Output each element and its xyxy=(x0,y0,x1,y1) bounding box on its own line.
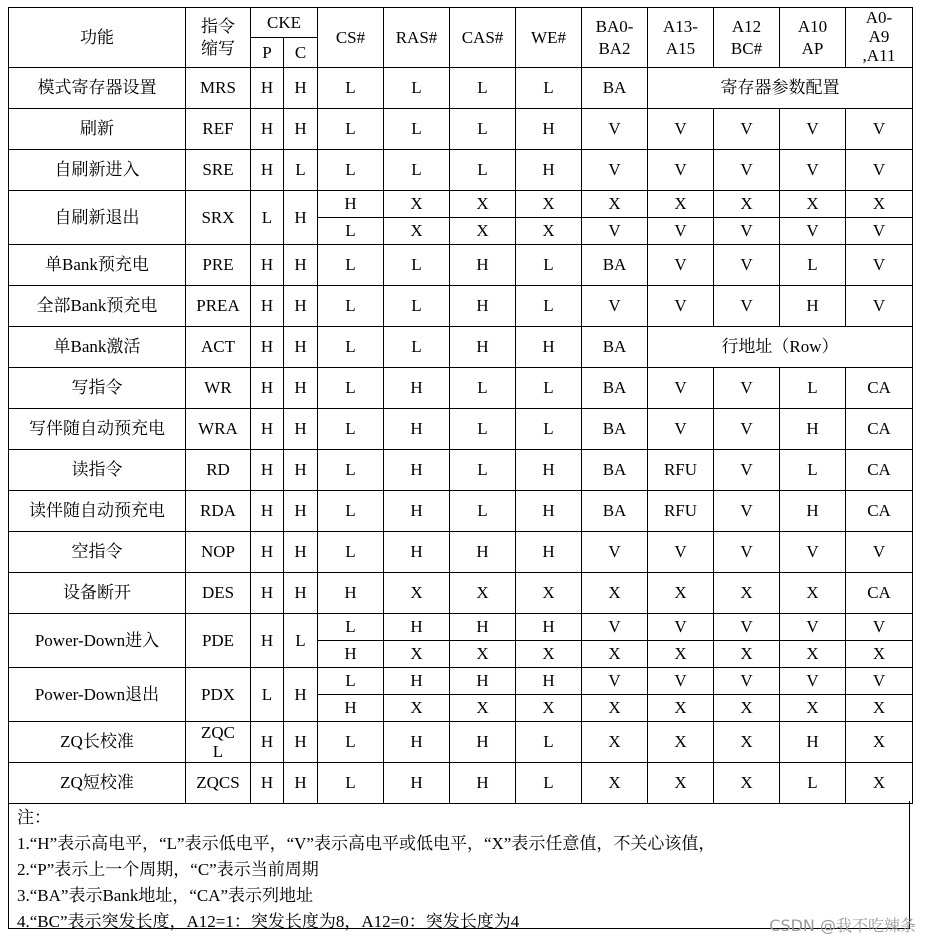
signal-cell: RFU xyxy=(648,491,714,532)
note-line: 2.“P”表示上一个周期，“C”表示当前周期 xyxy=(17,860,319,879)
command-abbr: RDA xyxy=(186,491,251,532)
signal-cell: X xyxy=(450,641,516,668)
cke-p: H xyxy=(251,722,284,763)
signal-cell: X xyxy=(846,722,913,763)
signal-cell: X xyxy=(714,573,780,614)
signal-cell: H xyxy=(780,491,846,532)
signal-cell: V xyxy=(648,218,714,245)
table-row xyxy=(9,614,913,641)
signal-cell: L xyxy=(516,763,582,804)
signal-cell: CA xyxy=(846,409,913,450)
signal-cell: X xyxy=(780,641,846,668)
signal-cell: L xyxy=(318,668,384,695)
table-row xyxy=(9,532,913,573)
cke-p: H xyxy=(251,327,284,368)
signal-cell: V xyxy=(714,109,780,150)
signal-cell: V xyxy=(648,109,714,150)
signal-cell: L xyxy=(780,763,846,804)
header-col: CS# xyxy=(318,8,384,68)
cke-p: L xyxy=(251,668,284,722)
signal-cell: V xyxy=(714,532,780,573)
command-abbr: SRE xyxy=(186,150,251,191)
signal-cell: H xyxy=(450,614,516,641)
table-row xyxy=(9,150,913,191)
signal-cell: H xyxy=(450,763,516,804)
signal-cell: X xyxy=(516,641,582,668)
table-row xyxy=(9,286,913,327)
signal-cell: V xyxy=(846,668,913,695)
table-row xyxy=(9,109,913,150)
signal-cell: BA xyxy=(582,245,648,286)
command-name: Power-Down进入 xyxy=(9,614,186,668)
signal-cell: X xyxy=(384,218,450,245)
signal-cell: L xyxy=(384,150,450,191)
signal-cell: L xyxy=(318,368,384,409)
signal-cell: L xyxy=(780,368,846,409)
signal-cell: V xyxy=(780,532,846,573)
signal-cell: H xyxy=(516,109,582,150)
cke-p: H xyxy=(251,763,284,804)
signal-cell: L xyxy=(318,491,384,532)
signal-cell: X xyxy=(780,573,846,614)
command-abbr: SRX xyxy=(186,191,251,245)
signal-cell: H xyxy=(516,614,582,641)
command-name: 刷新 xyxy=(9,109,186,150)
header-cke: CKE xyxy=(251,8,318,38)
signal-cell: H xyxy=(450,722,516,763)
header-col: BA0- BA2 xyxy=(582,8,648,68)
signal-cell: X xyxy=(714,695,780,722)
signal-cell: X xyxy=(384,641,450,668)
header-col: CAS# xyxy=(450,8,516,68)
signal-cell: L xyxy=(450,450,516,491)
signal-cell: L xyxy=(384,68,450,109)
cke-p: H xyxy=(251,450,284,491)
signal-cell: X xyxy=(582,573,648,614)
notes xyxy=(8,801,910,929)
signal-cell: V xyxy=(846,286,913,327)
signal-cell: L xyxy=(318,150,384,191)
signal-cell: V xyxy=(582,109,648,150)
header-col: A10 AP xyxy=(780,8,846,68)
header-col: RAS# xyxy=(384,8,450,68)
command-name: 自刷新退出 xyxy=(9,191,186,245)
signal-cell: V xyxy=(846,614,913,641)
command-name: 单Bank激活 xyxy=(9,327,186,368)
header-cke-c: C xyxy=(284,38,318,68)
signal-cell: L xyxy=(516,286,582,327)
merged-address-cell: 寄存器参数配置 xyxy=(648,68,913,109)
signal-cell: X xyxy=(846,191,913,218)
signal-cell: H xyxy=(318,573,384,614)
command-name: 全部Bank预充电 xyxy=(9,286,186,327)
header-cke-p: P xyxy=(251,38,284,68)
signal-cell: CA xyxy=(846,573,913,614)
signal-cell: L xyxy=(318,327,384,368)
table-row xyxy=(9,668,913,695)
signal-cell: L xyxy=(450,409,516,450)
signal-cell: X xyxy=(648,641,714,668)
signal-cell: RFU xyxy=(648,450,714,491)
signal-cell: V xyxy=(780,109,846,150)
command-name: ZQ长校准 xyxy=(9,722,186,763)
command-abbr: NOP xyxy=(186,532,251,573)
command-abbr: WRA xyxy=(186,409,251,450)
signal-cell: L xyxy=(450,150,516,191)
signal-cell: L xyxy=(780,245,846,286)
signal-cell: H xyxy=(780,409,846,450)
signal-cell: X xyxy=(450,218,516,245)
signal-cell: BA xyxy=(582,68,648,109)
signal-cell: H xyxy=(450,286,516,327)
signal-cell: X xyxy=(384,573,450,614)
signal-cell: H xyxy=(516,491,582,532)
signal-cell: V xyxy=(648,286,714,327)
signal-cell: X xyxy=(714,722,780,763)
signal-cell: L xyxy=(516,68,582,109)
signal-cell: V xyxy=(714,150,780,191)
command-name: ZQ短校准 xyxy=(9,763,186,804)
signal-cell: H xyxy=(384,532,450,573)
signal-cell: V xyxy=(648,150,714,191)
signal-cell: X xyxy=(384,191,450,218)
signal-cell: V xyxy=(780,668,846,695)
note-line: 1.“H”表示高电平，“L”表示低电平，“V”表示高电平或低电平，“X”表示任意值，不关心该值， xyxy=(17,834,716,853)
signal-cell: L xyxy=(318,409,384,450)
command-name: 模式寄存器设置 xyxy=(9,68,186,109)
signal-cell: X xyxy=(516,218,582,245)
command-name: 空指令 xyxy=(9,532,186,573)
command-abbr: PDX xyxy=(186,668,251,722)
signal-cell: H xyxy=(384,491,450,532)
signal-cell: X xyxy=(648,722,714,763)
cke-c: H xyxy=(284,245,318,286)
cke-p: H xyxy=(251,532,284,573)
table-row xyxy=(9,409,913,450)
cke-c: H xyxy=(284,668,318,722)
table-row xyxy=(9,573,913,614)
signal-cell: H xyxy=(450,668,516,695)
signal-cell: BA xyxy=(582,368,648,409)
command-abbr: MRS xyxy=(186,68,251,109)
signal-cell: CA xyxy=(846,450,913,491)
cke-c: H xyxy=(284,763,318,804)
signal-cell: V xyxy=(582,532,648,573)
signal-cell: H xyxy=(516,532,582,573)
cke-c: H xyxy=(284,573,318,614)
cke-c: H xyxy=(284,68,318,109)
signal-cell: X xyxy=(516,573,582,614)
signal-cell: V xyxy=(780,218,846,245)
cke-c: L xyxy=(284,150,318,191)
signal-cell: X xyxy=(714,191,780,218)
signal-cell: V xyxy=(582,668,648,695)
signal-cell: V xyxy=(846,245,913,286)
command-abbr: DES xyxy=(186,573,251,614)
signal-cell: CA xyxy=(846,491,913,532)
signal-cell: H xyxy=(384,722,450,763)
command-abbr: PRE xyxy=(186,245,251,286)
signal-cell: CA xyxy=(846,368,913,409)
signal-cell: V xyxy=(648,368,714,409)
signal-cell: X xyxy=(780,191,846,218)
cke-c: H xyxy=(284,368,318,409)
signal-cell: X xyxy=(714,763,780,804)
signal-cell: L xyxy=(516,368,582,409)
signal-cell: BA xyxy=(582,409,648,450)
header-col: A13- A15 xyxy=(648,8,714,68)
signal-cell: V xyxy=(648,614,714,641)
cke-c: H xyxy=(284,286,318,327)
signal-cell: BA xyxy=(582,450,648,491)
command-abbr: PDE xyxy=(186,614,251,668)
table-row xyxy=(9,327,913,368)
signal-cell: L xyxy=(318,722,384,763)
command-abbr: ZQCS xyxy=(186,763,251,804)
signal-cell: V xyxy=(714,668,780,695)
signal-cell: H xyxy=(384,763,450,804)
cke-p: H xyxy=(251,286,284,327)
signal-cell: X xyxy=(780,695,846,722)
note-line: 4.“BC”表示突发长度，A12=1：突发长度为8，A12=0：突发长度为4 xyxy=(17,912,520,931)
signal-cell: H xyxy=(318,641,384,668)
signal-cell: L xyxy=(516,245,582,286)
signal-cell: L xyxy=(318,245,384,286)
table-row xyxy=(9,68,913,109)
signal-cell: H xyxy=(384,409,450,450)
command-name: Power-Down退出 xyxy=(9,668,186,722)
table-row xyxy=(9,722,913,763)
signal-cell: V xyxy=(846,150,913,191)
command-name: 设备断开 xyxy=(9,573,186,614)
command-name: 自刷新进入 xyxy=(9,150,186,191)
command-name: 单Bank预充电 xyxy=(9,245,186,286)
command-abbr: WR xyxy=(186,368,251,409)
signal-cell: L xyxy=(384,327,450,368)
signal-cell: V xyxy=(780,614,846,641)
command-name: 读指令 xyxy=(9,450,186,491)
signal-cell: X xyxy=(648,191,714,218)
signal-cell: V xyxy=(648,532,714,573)
signal-cell: L xyxy=(318,532,384,573)
signal-cell: H xyxy=(516,450,582,491)
signal-cell: X xyxy=(846,641,913,668)
signal-cell: V xyxy=(714,368,780,409)
signal-cell: V xyxy=(714,245,780,286)
header-col: A0- A9 ,A11 xyxy=(846,8,913,68)
signal-cell: H xyxy=(450,327,516,368)
header-function: 功能 xyxy=(9,8,186,68)
signal-cell: L xyxy=(318,68,384,109)
signal-cell: L xyxy=(318,450,384,491)
signal-cell: BA xyxy=(582,491,648,532)
command-abbr: PREA xyxy=(186,286,251,327)
signal-cell: X xyxy=(582,191,648,218)
signal-cell: X xyxy=(582,641,648,668)
signal-cell: V xyxy=(846,532,913,573)
signal-cell: L xyxy=(450,491,516,532)
signal-cell: V xyxy=(582,286,648,327)
signal-cell: H xyxy=(780,722,846,763)
cke-c: H xyxy=(284,327,318,368)
signal-cell: L xyxy=(384,245,450,286)
signal-cell: H xyxy=(318,191,384,218)
signal-cell: X xyxy=(516,695,582,722)
watermark: CSDN @我不吃辣条 xyxy=(769,916,916,935)
signal-cell: V xyxy=(648,668,714,695)
signal-cell: X xyxy=(450,191,516,218)
command-name: 写伴随自动预充电 xyxy=(9,409,186,450)
table-row xyxy=(9,245,913,286)
command-abbr: REF xyxy=(186,109,251,150)
signal-cell: V xyxy=(714,614,780,641)
signal-cell: X xyxy=(582,722,648,763)
cke-p: H xyxy=(251,409,284,450)
cke-c: L xyxy=(284,614,318,668)
table-row xyxy=(9,491,913,532)
signal-cell: L xyxy=(780,450,846,491)
header-abbr: 指令 缩写 xyxy=(186,8,251,68)
command-name: 读伴随自动预充电 xyxy=(9,491,186,532)
signal-cell: X xyxy=(450,573,516,614)
cke-c: H xyxy=(284,722,318,763)
note-line: 注： xyxy=(17,808,51,827)
signal-cell: H xyxy=(516,150,582,191)
signal-cell: X xyxy=(384,695,450,722)
signal-cell: V xyxy=(648,409,714,450)
signal-cell: V xyxy=(714,491,780,532)
signal-cell: BA xyxy=(582,327,648,368)
command-abbr: ZQCL xyxy=(186,722,251,763)
signal-cell: X xyxy=(846,695,913,722)
command-abbr: ACT xyxy=(186,327,251,368)
cke-p: H xyxy=(251,245,284,286)
signal-cell: V xyxy=(582,614,648,641)
signal-cell: H xyxy=(780,286,846,327)
signal-cell: H xyxy=(450,245,516,286)
signal-cell: X xyxy=(648,763,714,804)
signal-cell: X xyxy=(648,695,714,722)
signal-cell: H xyxy=(384,368,450,409)
cke-p: H xyxy=(251,491,284,532)
signal-cell: V xyxy=(648,245,714,286)
signal-cell: X xyxy=(648,573,714,614)
command-truth-table xyxy=(8,7,913,804)
signal-cell: L xyxy=(384,286,450,327)
signal-cell: L xyxy=(318,763,384,804)
cke-p: L xyxy=(251,191,284,245)
signal-cell: L xyxy=(450,368,516,409)
signal-cell: L xyxy=(318,614,384,641)
signal-cell: L xyxy=(450,68,516,109)
cke-c: H xyxy=(284,491,318,532)
signal-cell: H xyxy=(516,668,582,695)
signal-cell: V xyxy=(846,218,913,245)
signal-cell: V xyxy=(582,150,648,191)
signal-cell: X xyxy=(846,763,913,804)
table-row xyxy=(9,763,913,804)
header-col: A12 BC# xyxy=(714,8,780,68)
cke-c: H xyxy=(284,409,318,450)
note-line: 3.“BA”表示Bank地址，“CA”表示列地址 xyxy=(17,886,314,905)
signal-cell: V xyxy=(714,409,780,450)
command-abbr: RD xyxy=(186,450,251,491)
signal-cell: H xyxy=(384,614,450,641)
signal-cell: L xyxy=(450,109,516,150)
table-row xyxy=(9,191,913,218)
signal-cell: X xyxy=(582,763,648,804)
cke-p: H xyxy=(251,573,284,614)
cke-c: H xyxy=(284,109,318,150)
signal-cell: V xyxy=(714,286,780,327)
signal-cell: V xyxy=(780,150,846,191)
cke-p: H xyxy=(251,368,284,409)
signal-cell: H xyxy=(450,532,516,573)
signal-cell: L xyxy=(384,109,450,150)
signal-cell: X xyxy=(450,695,516,722)
cke-c: H xyxy=(284,532,318,573)
table-row xyxy=(9,450,913,491)
signal-cell: X xyxy=(582,695,648,722)
signal-cell: X xyxy=(516,191,582,218)
signal-cell: L xyxy=(318,286,384,327)
cke-p: H xyxy=(251,614,284,668)
signal-cell: H xyxy=(384,450,450,491)
signal-cell: L xyxy=(318,109,384,150)
signal-cell: H xyxy=(318,695,384,722)
header-col: WE# xyxy=(516,8,582,68)
signal-cell: V xyxy=(714,218,780,245)
signal-cell: L xyxy=(318,218,384,245)
cke-c: H xyxy=(284,191,318,245)
command-name: 写指令 xyxy=(9,368,186,409)
cke-p: H xyxy=(251,150,284,191)
signal-cell: H xyxy=(516,327,582,368)
signal-cell: V xyxy=(846,109,913,150)
signal-cell: X xyxy=(714,641,780,668)
cke-c: H xyxy=(284,450,318,491)
cke-p: H xyxy=(251,109,284,150)
signal-cell: V xyxy=(714,450,780,491)
cke-p: H xyxy=(251,68,284,109)
signal-cell: H xyxy=(384,668,450,695)
merged-address-cell: 行地址（Row） xyxy=(648,327,913,368)
table-row xyxy=(9,368,913,409)
signal-cell: V xyxy=(582,218,648,245)
signal-cell: L xyxy=(516,409,582,450)
signal-cell: L xyxy=(516,722,582,763)
